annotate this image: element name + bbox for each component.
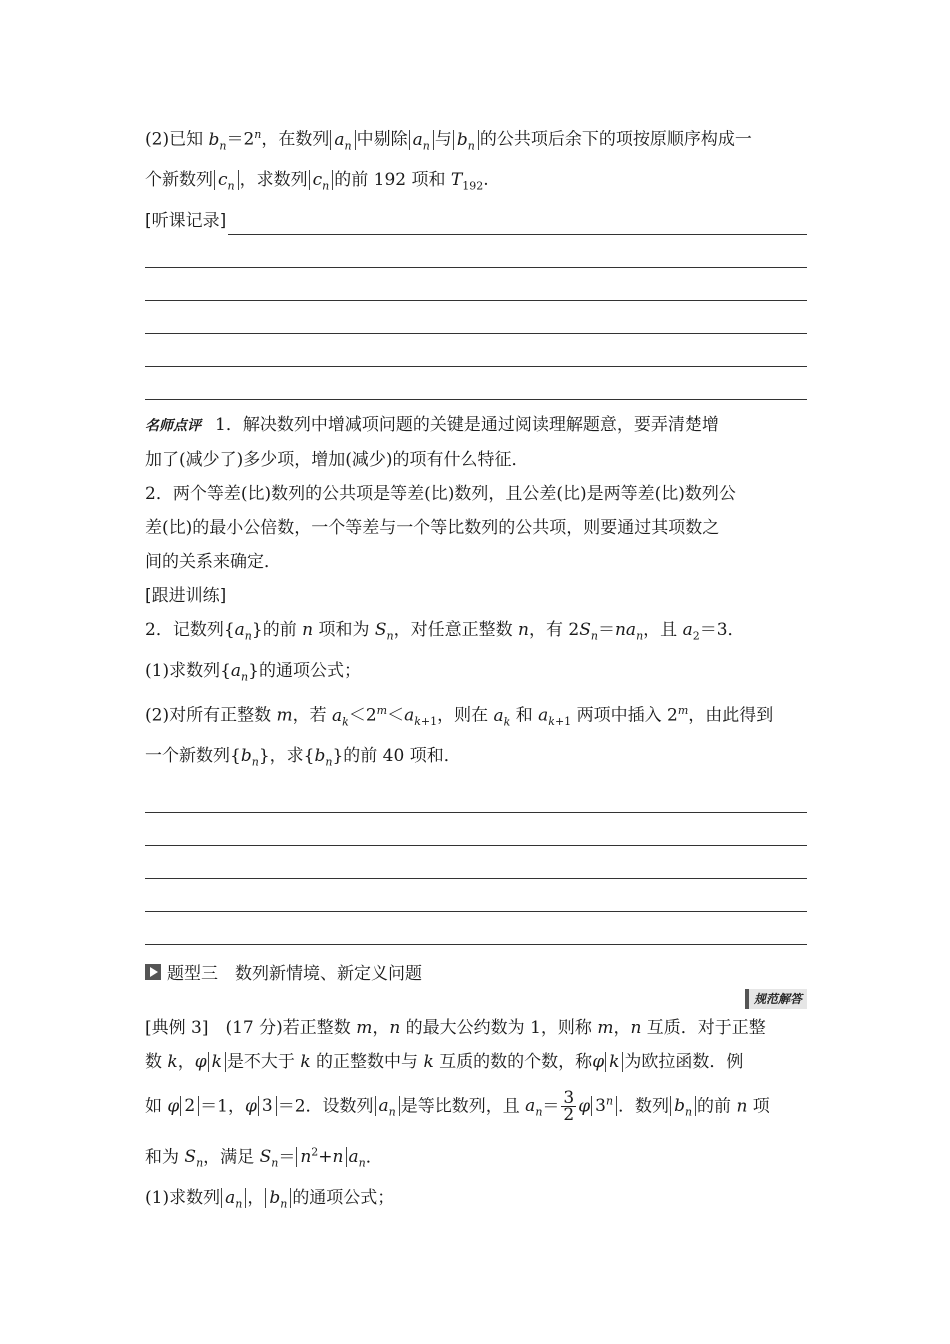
- answer-lines: [145, 812, 807, 945]
- writing-line[interactable]: [145, 878, 807, 879]
- document-page: [145, 118, 807, 1221]
- writing-line[interactable]: [145, 845, 807, 846]
- example-line-4: 和为 $S_n$，满足 $S_n= n^2+n$ $a_n$．: [145, 1145, 383, 1170]
- problem-line-1: (2)已知 $b_n=2^n$，在数列 $a_n$ 中剔除 $a_n$ 与 $b_n$ 的公共项后余下的项按原顺序构成一: [145, 128, 752, 153]
- practice-part-1: (1)求数列$\{a_n\}$的通项公式；: [145, 660, 361, 684]
- practice-part-2: (2)对所有正整数 m，若 $a_k<2^m<a_{k+1}$，则在 $a_k$ 和 $a_{k+1}$ 两项中插入 2$^m$，由此得到: [145, 704, 774, 729]
- notes-lines: [145, 267, 807, 400]
- practice-question: 2．记数列$\{a_n\}$的前 n 项和为 $S_n$，对任意正整数 n，有 $2S_n=na_n$，且 $a_2=3$．: [145, 620, 745, 643]
- section-title: 题型三 数列新情境、新定义问题: [167, 964, 422, 985]
- example-line-5: (1)求数列 $a_n$ ， $b_n$ 的通项公式；: [145, 1187, 395, 1211]
- fraction: $\frac{3}{2}$: [563, 1088, 575, 1126]
- example-line-3: 如 φ 2 ＝1，φ 3 ＝2．设数列 $a_n$ 是等比数列，且 $a_n=$ $\frac{3}{2}$ φ 3$^n$ ．数列 $b_n$ 的前 n 项: [145, 1088, 770, 1126]
- practice-part-2-cont: 一个新数列$\{b_n\}$，求$\{b_n\}$的前 40 项和．: [145, 746, 461, 769]
- writing-line[interactable]: [145, 300, 807, 301]
- writing-line[interactable]: [145, 911, 807, 912]
- section-heading: [145, 955, 807, 989]
- example-line-2: 数 k，φ k 是不大于 k 的正整数中与 k 互质的数的个数，称φ k 为欧拉函数．例: [145, 1051, 744, 1072]
- teacher-comment: 名师点评 1．解决数列中增减项问题的关键是通过阅读理解题意，要弄清楚增 加了(减少了)多少项，增加(减少)的项有什么特征． 2．两个等差(比)数列的公共项是等差(比)数列，且公差(比)是两等差(比)数列公 差(比)的最小公倍数，一个等差与一个等比数列的公共项，则要通过其项数之 间的关系来确定．: [145, 415, 736, 573]
- play-icon: [145, 964, 161, 980]
- writing-line[interactable]: [145, 944, 807, 945]
- standard-answer-badge: 规范解答: [745, 989, 807, 1009]
- writing-line[interactable]: [145, 366, 807, 367]
- practice-heading: [跟进训练]: [145, 586, 227, 607]
- writing-line[interactable]: [145, 399, 807, 400]
- listen-notes: [145, 207, 807, 235]
- teacher-comment-tag: 名师点评: [145, 418, 201, 435]
- writing-line[interactable]: [228, 214, 807, 235]
- example-line-1: [典例 3] (17 分)若正整数 m，n 的最大公约数为 1，则称 m，n 互质．对于正整: [145, 1017, 766, 1038]
- problem-line-2: 个新数列 $c_n$ ，求数列 $c_n$ 的前 192 项和 $T_{192}$.: [145, 170, 489, 193]
- listen-notes-label: [听课记录]: [145, 211, 227, 232]
- writing-line[interactable]: [145, 812, 807, 813]
- writing-line[interactable]: [145, 267, 807, 268]
- writing-line[interactable]: [145, 333, 807, 334]
